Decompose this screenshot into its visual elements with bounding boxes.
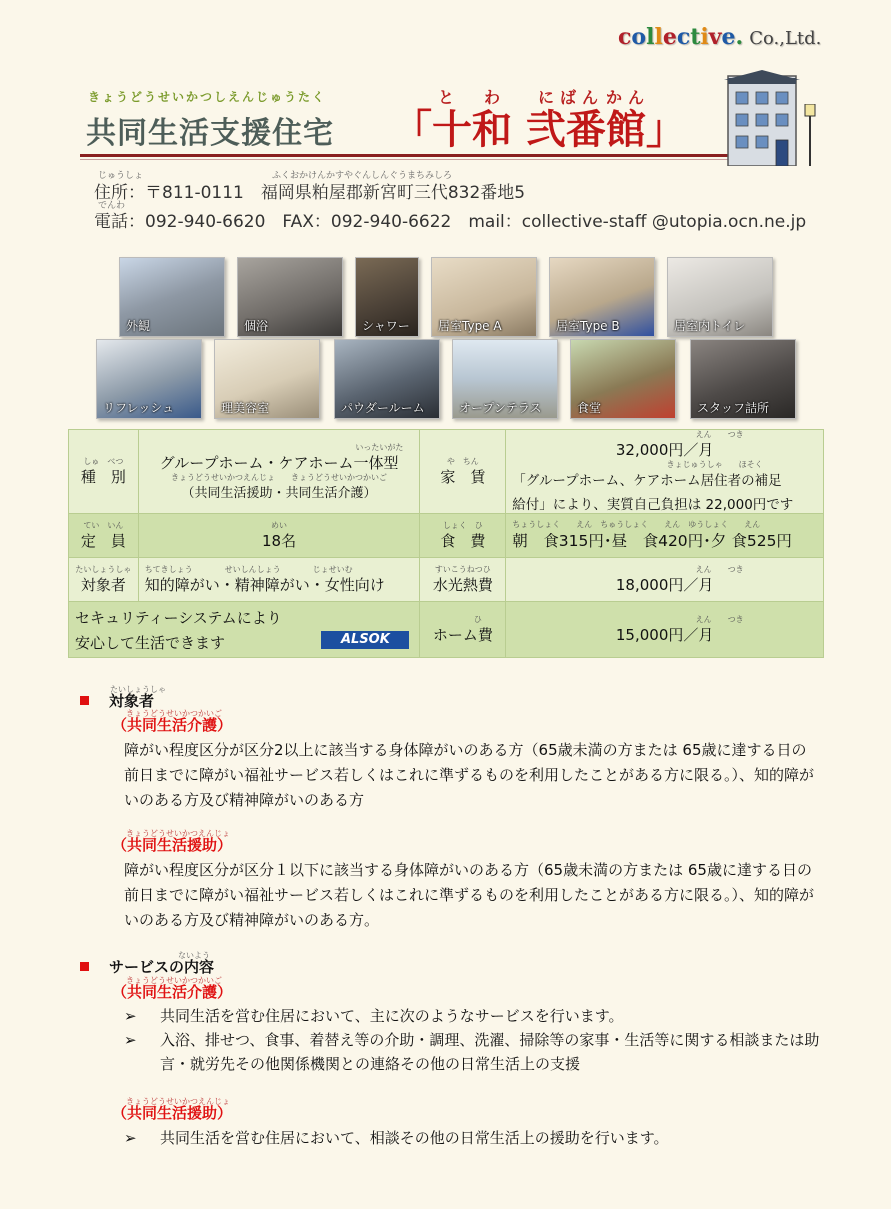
ruby: きょうどうせいかつかいご bbox=[126, 709, 222, 718]
photo-powder-room bbox=[334, 339, 440, 419]
photo-terrace bbox=[452, 339, 558, 419]
ruby: や ちん bbox=[446, 456, 479, 466]
photo-room-a bbox=[431, 257, 537, 337]
logo-letter: e bbox=[662, 24, 677, 50]
address-line: 住所：〒811-0111 福岡県粕屋郡新宮町三代832番地5 bbox=[94, 183, 526, 203]
logo-letter: e bbox=[721, 24, 736, 50]
ruby: しょく ひ bbox=[442, 520, 483, 530]
photo-dining bbox=[570, 339, 676, 419]
photo-room-b bbox=[549, 257, 655, 337]
logo-letter: v bbox=[708, 24, 722, 50]
arrow-bullet-icon: ➢ bbox=[124, 1007, 137, 1025]
type-subvalue: （共同生活援助・共同生活介護） bbox=[181, 485, 377, 501]
title-ruby-char: か bbox=[606, 88, 623, 107]
ruby: きょじゅうしゃ ほそく bbox=[666, 460, 763, 469]
photo-shower bbox=[355, 257, 419, 337]
home-fee-value-cell bbox=[506, 602, 824, 658]
photo-toilet bbox=[667, 257, 773, 337]
bullet-square-icon bbox=[80, 696, 89, 705]
type-label-cell bbox=[69, 430, 139, 514]
photo-caption: 個浴 bbox=[244, 319, 269, 333]
targets-heading-ruby: たいしょうしゃ bbox=[110, 685, 166, 694]
photo-exterior bbox=[119, 257, 225, 337]
building-icon bbox=[724, 70, 800, 166]
services-care-heading: （共同生活介護） bbox=[112, 983, 233, 1001]
address-ruby: じゅうしょ bbox=[98, 171, 144, 181]
home-fee-label-cell bbox=[420, 602, 506, 658]
photo-caption: オープンテラス bbox=[459, 401, 542, 415]
target-label: 対象者 bbox=[80, 575, 126, 594]
ruby: すいこうねつひ bbox=[434, 564, 491, 574]
company-logo bbox=[618, 24, 821, 50]
list-item bbox=[124, 1126, 820, 1150]
title-ruby-char: に bbox=[538, 88, 555, 107]
header-divider bbox=[80, 154, 730, 157]
header-divider-thin bbox=[80, 159, 730, 160]
target-value: 知的障がい・精神障がい・女性向け bbox=[144, 575, 385, 594]
home-fee-label: ホーム費 bbox=[432, 625, 493, 644]
food-value-cell bbox=[506, 514, 824, 558]
food-label: 食 費 bbox=[440, 531, 486, 550]
logo-letter: c bbox=[676, 24, 691, 50]
target-value-cell bbox=[138, 558, 420, 602]
rent-value: 32,000円／月 bbox=[615, 441, 714, 459]
target-label-cell bbox=[69, 558, 139, 602]
ruby: きょうどうせいかつえんじょ bbox=[126, 1097, 230, 1106]
photo-caption: 外観 bbox=[126, 319, 151, 333]
logo-letter: i bbox=[700, 24, 709, 50]
list-item-text: 共同生活を営む住居において、相談その他の日常生活上の援助を行います。 bbox=[160, 1129, 669, 1147]
list-item-text: 入浴、排せつ、食事、着替え等の介助・調理、洗濯、掃除等の家事・生活等に関する相談または助言・就労先その他関係機関との連絡その他の日常生活上の支援 bbox=[160, 1031, 820, 1073]
targets-assist-heading: （共同生活援助） bbox=[112, 836, 233, 854]
services-heading bbox=[80, 956, 214, 977]
contact-line: 電話：092-940-6620 FAX：092-940-6622 mail：collective-staff @utopia.ocn.ne.jp bbox=[94, 212, 807, 232]
street-lamp-icon bbox=[804, 104, 816, 166]
security-text-2: 安心して生活できます bbox=[75, 633, 226, 652]
title-ruby-char: ば bbox=[560, 88, 577, 107]
ruby: ひ bbox=[473, 614, 482, 624]
photo-caption: 居室Type A bbox=[438, 319, 502, 333]
targets-care-heading: （共同生活介護） bbox=[112, 716, 233, 734]
type-label: 種 別 bbox=[80, 467, 126, 486]
subtitle-ruby: きょうどうせいかつしえんじゅうたく bbox=[88, 90, 327, 104]
rent-value-cell bbox=[506, 430, 824, 514]
targets-heading-text: 対象者 bbox=[109, 692, 155, 710]
address-ruby-2: ふくおかけんかすやぐんしんぐうまちみしろ bbox=[272, 171, 453, 181]
ruby: てい いん bbox=[83, 520, 124, 530]
alsok-logo bbox=[321, 631, 409, 649]
ruby: ちょうしょく えん ちゅうしょく えん ゆうしょく えん bbox=[512, 520, 761, 529]
food-label-cell bbox=[420, 514, 506, 558]
ruby: きょうどうせいかつかいご bbox=[126, 976, 222, 985]
ruby: いったいがた bbox=[355, 442, 404, 452]
alsok-logo-text: ALSOK bbox=[340, 632, 390, 647]
ruby: えん つき bbox=[695, 614, 744, 624]
capacity-value: 18名 bbox=[262, 531, 297, 550]
security-text-1: セキュリティーシステムにより bbox=[75, 608, 282, 627]
photo-caption: リフレッシュ bbox=[103, 401, 175, 415]
company-suffix: Co.,Ltd. bbox=[749, 28, 822, 49]
ruby: えん つき bbox=[695, 430, 744, 439]
photo-salon bbox=[214, 339, 320, 419]
logo-letter: l bbox=[646, 24, 655, 50]
list-item bbox=[124, 1004, 820, 1028]
table-row bbox=[69, 602, 824, 658]
rent-label-cell bbox=[420, 430, 506, 514]
photo-bath bbox=[237, 257, 343, 337]
table-row bbox=[69, 558, 824, 602]
ruby: ちてきしょう せいしんしょう じょせいむ bbox=[144, 564, 353, 574]
arrow-bullet-icon: ➢ bbox=[124, 1129, 137, 1147]
utility-label: 水光熱費 bbox=[432, 575, 493, 594]
type-value: グループホーム・ケアホーム一体型 bbox=[159, 453, 399, 472]
utility-value: 18,000円／月 bbox=[615, 575, 714, 594]
rent-note-1: 「グループホーム、ケアホーム居住者の補足 bbox=[512, 473, 782, 489]
type-value-cell bbox=[138, 430, 420, 514]
photo-caption: パウダールーム bbox=[341, 401, 425, 415]
photo-caption: 食堂 bbox=[577, 401, 602, 415]
page-title: 「十和 弐番館」 bbox=[392, 106, 686, 153]
logo-letter: t bbox=[690, 24, 701, 50]
table-row bbox=[69, 514, 824, 558]
targets-assist-text: 障がい程度区分が区分１以下に該当する身体障がいのある方（65歳未満の方または 65歳に達する日の前日までに障がい福祉サービス若しくはこれに準ずるものを利用したことがある方に限る。）、知的障がいのある方及び精神障がいのある方。 bbox=[124, 861, 815, 929]
rent-note-2: 給付」により、実質自己負担は 22,000円です bbox=[512, 497, 794, 513]
table-row bbox=[69, 430, 824, 514]
ruby: たいしょうしゃ bbox=[75, 564, 132, 574]
logo-letter: l bbox=[654, 24, 663, 50]
title-ruby-char: わ bbox=[484, 88, 501, 107]
ruby: めい bbox=[271, 520, 288, 530]
services-heading-ruby: ないよう bbox=[178, 951, 210, 960]
utility-label-cell bbox=[420, 558, 506, 602]
capacity-value-cell bbox=[138, 514, 420, 558]
rent-label: 家 賃 bbox=[440, 467, 486, 486]
phone-ruby: でんわ bbox=[98, 201, 126, 211]
title-ruby-char: と bbox=[438, 88, 455, 107]
photo-caption: スタッフ詰所 bbox=[697, 401, 770, 415]
capacity-label: 定 員 bbox=[80, 531, 126, 550]
home-fee-value: 15,000円／月 bbox=[615, 625, 714, 644]
arrow-bullet-icon: ➢ bbox=[124, 1031, 137, 1049]
list-item bbox=[124, 1028, 820, 1076]
targets-care-text: 障がい程度区分が区分2以上に該当する身体障がいのある方（65歳未満の方または 65歳に達する日の前日までに障がい福祉サービス若しくはこれに準ずるものを利用したことがある方に限る。）、知的障がいのある方及び精神障がいのある方 bbox=[124, 741, 815, 809]
services-assist-heading: （共同生活援助） bbox=[112, 1104, 233, 1122]
photo-staff-room bbox=[690, 339, 796, 419]
photo-caption: 居室Type B bbox=[556, 319, 620, 333]
logo-letter: . bbox=[735, 24, 744, 50]
security-cell bbox=[69, 602, 420, 658]
capacity-label-cell bbox=[69, 514, 139, 558]
photo-caption: 居室内トイレ bbox=[674, 319, 746, 333]
ruby: しゅ べつ bbox=[83, 456, 124, 466]
utility-value-cell bbox=[506, 558, 824, 602]
info-table bbox=[68, 429, 824, 658]
ruby: きょうどうせいかつえんじょ きょうどうせいかつかいご bbox=[171, 472, 388, 482]
photo-refresh bbox=[96, 339, 202, 419]
photo-caption: 理美容室 bbox=[221, 401, 270, 415]
logo-letter: c bbox=[618, 24, 632, 50]
food-value: 朝 食315円･昼 食420円･夕 食525円 bbox=[512, 532, 792, 550]
services-heading-text: サービスの内容 bbox=[109, 958, 215, 976]
title-ruby-char: ん bbox=[582, 88, 599, 107]
title-ruby-char: ん bbox=[628, 88, 645, 107]
ruby: えん つき bbox=[695, 564, 744, 574]
list-item-text: 共同生活を営む住居において、主に次のようなサービスを行います。 bbox=[160, 1007, 624, 1025]
ruby: きょうどうせいかつえんじょ bbox=[126, 829, 230, 838]
bullet-square-icon bbox=[80, 962, 89, 971]
logo-letter: o bbox=[631, 24, 647, 50]
subtitle: 共同生活支援住宅 bbox=[86, 116, 334, 151]
photo-caption: シャワー bbox=[362, 319, 410, 333]
